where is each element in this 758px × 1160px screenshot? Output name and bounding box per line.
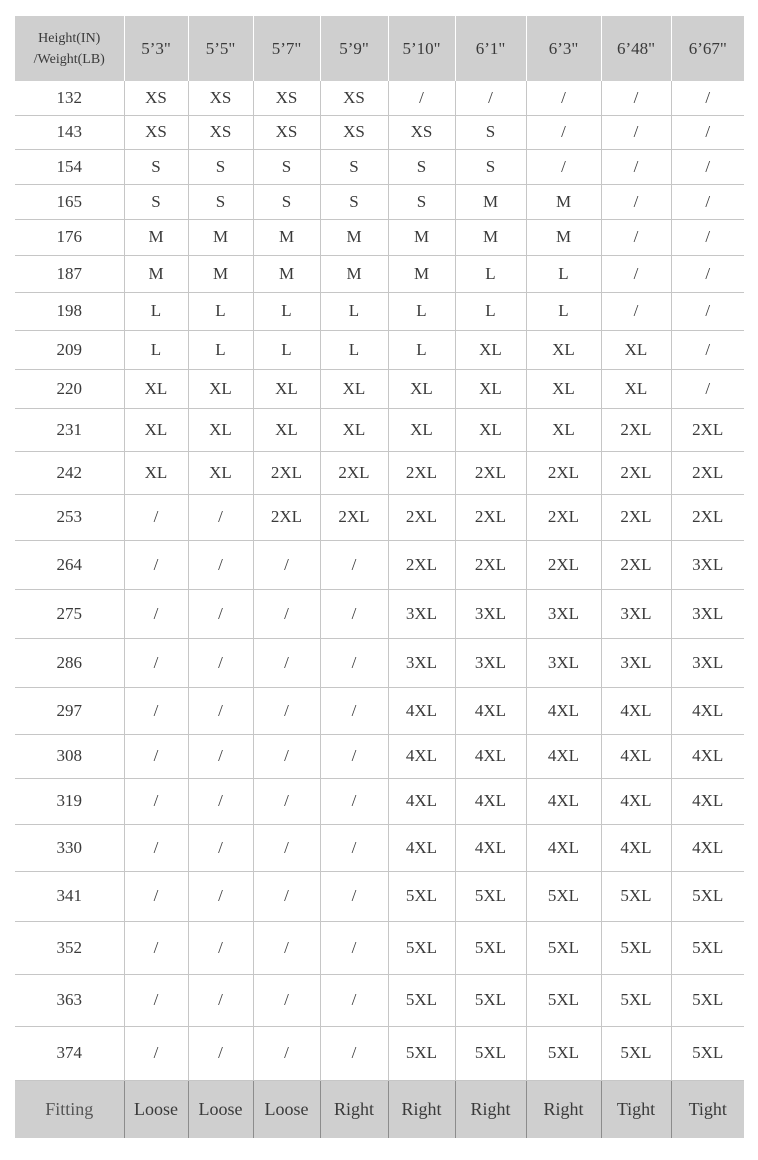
weight-cell: 154: [15, 149, 124, 184]
size-cell: 3XL: [455, 589, 526, 638]
size-cell: /: [601, 115, 671, 149]
height-header: 5’9": [320, 16, 388, 81]
size-cell: /: [253, 589, 320, 638]
size-cell: M: [253, 219, 320, 255]
size-cell: 3XL: [671, 589, 744, 638]
height-header: 6’67": [671, 16, 744, 81]
size-cell: XL: [526, 408, 601, 451]
size-cell: XL: [388, 408, 455, 451]
size-cell: L: [388, 292, 455, 330]
size-cell: /: [671, 330, 744, 369]
size-cell: 3XL: [601, 589, 671, 638]
size-cell: 2XL: [388, 540, 455, 589]
size-cell: 4XL: [671, 687, 744, 734]
size-cell: /: [188, 974, 253, 1026]
size-cell: L: [455, 292, 526, 330]
size-cell: /: [253, 824, 320, 871]
height-header: 6’1": [455, 16, 526, 81]
size-cell: /: [188, 778, 253, 824]
size-cell: /: [124, 871, 188, 921]
size-cell: M: [124, 219, 188, 255]
corner-height-label: Height(IN): [38, 30, 101, 46]
weight-cell: 220: [15, 369, 124, 408]
height-header: 6’3": [526, 16, 601, 81]
size-cell: 3XL: [388, 638, 455, 687]
weight-cell: 165: [15, 184, 124, 219]
size-cell: M: [124, 255, 188, 292]
size-cell: /: [320, 974, 388, 1026]
size-cell: 4XL: [526, 824, 601, 871]
size-cell: XL: [124, 451, 188, 494]
size-cell: /: [124, 494, 188, 540]
height-header: 5’10": [388, 16, 455, 81]
weight-cell: 352: [15, 921, 124, 974]
size-cell: /: [188, 824, 253, 871]
size-cell: XS: [388, 115, 455, 149]
size-cell: 4XL: [455, 778, 526, 824]
size-cell: /: [671, 369, 744, 408]
size-cell: 5XL: [601, 974, 671, 1026]
corner-weight-label: /Weight(LB): [33, 51, 105, 67]
size-cell: /: [253, 638, 320, 687]
weight-cell: 341: [15, 871, 124, 921]
size-cell: /: [253, 1026, 320, 1080]
fitting-cell: Tight: [601, 1080, 671, 1138]
weight-cell: 253: [15, 494, 124, 540]
size-cell: L: [526, 255, 601, 292]
size-cell: /: [671, 184, 744, 219]
size-cell: XS: [253, 115, 320, 149]
size-cell: 3XL: [526, 589, 601, 638]
size-cell: 4XL: [526, 687, 601, 734]
weight-cell: 198: [15, 292, 124, 330]
size-cell: 5XL: [526, 974, 601, 1026]
size-cell: 4XL: [601, 734, 671, 778]
size-cell: /: [188, 687, 253, 734]
size-cell: /: [526, 149, 601, 184]
size-cell: 5XL: [455, 974, 526, 1026]
size-cell: M: [388, 219, 455, 255]
size-cell: /: [253, 540, 320, 589]
size-cell: /: [188, 540, 253, 589]
size-cell: L: [124, 330, 188, 369]
size-cell: M: [320, 255, 388, 292]
size-rows: [15, 81, 744, 1080]
size-cell: 2XL: [671, 451, 744, 494]
size-cell: XS: [124, 115, 188, 149]
size-cell: 5XL: [671, 1026, 744, 1080]
size-cell: M: [526, 219, 601, 255]
size-cell: 4XL: [671, 734, 744, 778]
size-cell: 4XL: [526, 778, 601, 824]
size-cell: 2XL: [601, 494, 671, 540]
size-cell: /: [253, 734, 320, 778]
size-cell: /: [601, 184, 671, 219]
size-cell: 2XL: [526, 451, 601, 494]
size-row: [15, 778, 744, 824]
size-cell: /: [320, 687, 388, 734]
size-row: [15, 734, 744, 778]
size-row: [15, 115, 744, 149]
size-row: [15, 687, 744, 734]
header-row: [15, 16, 744, 81]
size-cell: /: [526, 81, 601, 115]
size-cell: 2XL: [601, 540, 671, 589]
fitting-cell: Right: [388, 1080, 455, 1138]
size-cell: /: [253, 778, 320, 824]
size-cell: 4XL: [388, 824, 455, 871]
size-cell: 5XL: [601, 921, 671, 974]
size-cell: /: [320, 824, 388, 871]
weight-cell: 286: [15, 638, 124, 687]
weight-cell: 330: [15, 824, 124, 871]
size-cell: XS: [320, 115, 388, 149]
size-cell: /: [124, 589, 188, 638]
size-cell: 3XL: [671, 540, 744, 589]
size-cell: S: [388, 149, 455, 184]
size-row: [15, 184, 744, 219]
size-cell: /: [320, 589, 388, 638]
size-cell: /: [253, 687, 320, 734]
size-cell: M: [253, 255, 320, 292]
size-cell: 3XL: [526, 638, 601, 687]
size-cell: 4XL: [388, 734, 455, 778]
size-cell: /: [601, 149, 671, 184]
fitting-cell: Right: [320, 1080, 388, 1138]
height-header: 5’5": [188, 16, 253, 81]
size-cell: 2XL: [455, 494, 526, 540]
size-cell: /: [320, 540, 388, 589]
size-cell: 5XL: [455, 871, 526, 921]
size-cell: 2XL: [320, 451, 388, 494]
size-cell: /: [320, 871, 388, 921]
size-cell: L: [253, 292, 320, 330]
size-cell: /: [455, 81, 526, 115]
size-cell: L: [124, 292, 188, 330]
size-row: [15, 255, 744, 292]
size-row: [15, 81, 744, 115]
height-header: 5’3": [124, 16, 188, 81]
size-cell: XS: [188, 115, 253, 149]
size-cell: XL: [124, 369, 188, 408]
size-cell: /: [320, 1026, 388, 1080]
weight-cell: 143: [15, 115, 124, 149]
size-cell: M: [455, 219, 526, 255]
size-cell: 3XL: [601, 638, 671, 687]
size-cell: /: [253, 974, 320, 1026]
fitting-cell: Right: [526, 1080, 601, 1138]
size-cell: XL: [455, 408, 526, 451]
size-cell: 5XL: [601, 871, 671, 921]
size-cell: 4XL: [601, 778, 671, 824]
size-cell: 3XL: [455, 638, 526, 687]
size-cell: XS: [188, 81, 253, 115]
size-cell: L: [455, 255, 526, 292]
size-cell: S: [124, 149, 188, 184]
size-cell: /: [601, 81, 671, 115]
size-cell: 4XL: [388, 778, 455, 824]
weight-cell: 374: [15, 1026, 124, 1080]
size-cell: /: [671, 115, 744, 149]
size-cell: /: [124, 734, 188, 778]
size-cell: /: [124, 974, 188, 1026]
size-cell: S: [253, 149, 320, 184]
size-cell: M: [526, 184, 601, 219]
size-cell: XL: [526, 369, 601, 408]
size-cell: 5XL: [388, 974, 455, 1026]
size-cell: /: [671, 81, 744, 115]
size-cell: 2XL: [671, 408, 744, 451]
size-cell: XL: [253, 408, 320, 451]
size-cell: 3XL: [388, 589, 455, 638]
size-cell: S: [388, 184, 455, 219]
size-cell: 4XL: [455, 734, 526, 778]
size-cell: /: [671, 149, 744, 184]
size-cell: 3XL: [671, 638, 744, 687]
size-cell: XL: [455, 369, 526, 408]
size-cell: 4XL: [671, 778, 744, 824]
fitting-row: [15, 1080, 744, 1138]
size-cell: 5XL: [671, 921, 744, 974]
size-row: [15, 921, 744, 974]
size-cell: L: [526, 292, 601, 330]
size-cell: 5XL: [526, 1026, 601, 1080]
weight-cell: 187: [15, 255, 124, 292]
size-cell: 5XL: [671, 871, 744, 921]
height-header: 6’48": [601, 16, 671, 81]
weight-cell: 319: [15, 778, 124, 824]
size-cell: /: [188, 871, 253, 921]
size-cell: /: [188, 638, 253, 687]
size-row: [15, 451, 744, 494]
size-cell: XL: [320, 408, 388, 451]
size-cell: XL: [124, 408, 188, 451]
size-cell: L: [388, 330, 455, 369]
size-cell: /: [124, 687, 188, 734]
size-cell: 2XL: [601, 451, 671, 494]
size-cell: 4XL: [671, 824, 744, 871]
size-cell: XS: [320, 81, 388, 115]
size-cell: XL: [188, 408, 253, 451]
size-cell: /: [253, 871, 320, 921]
size-cell: 2XL: [455, 540, 526, 589]
size-cell: /: [671, 219, 744, 255]
size-cell: /: [671, 292, 744, 330]
size-cell: /: [388, 81, 455, 115]
weight-cell: 264: [15, 540, 124, 589]
size-cell: XL: [188, 451, 253, 494]
size-row: [15, 1026, 744, 1080]
weight-cell: 363: [15, 974, 124, 1026]
fitting-cell: Right: [455, 1080, 526, 1138]
size-cell: XL: [188, 369, 253, 408]
size-cell: S: [124, 184, 188, 219]
size-cell: /: [188, 734, 253, 778]
size-row: [15, 638, 744, 687]
size-row: [15, 219, 744, 255]
size-cell: /: [124, 778, 188, 824]
size-cell: /: [320, 921, 388, 974]
size-cell: /: [320, 778, 388, 824]
size-cell: 5XL: [455, 1026, 526, 1080]
size-cell: XL: [601, 330, 671, 369]
size-cell: M: [188, 255, 253, 292]
size-cell: /: [320, 734, 388, 778]
size-cell: /: [124, 921, 188, 974]
size-cell: /: [601, 292, 671, 330]
size-row: [15, 871, 744, 921]
size-cell: L: [320, 292, 388, 330]
size-cell: L: [320, 330, 388, 369]
size-row: [15, 292, 744, 330]
size-cell: /: [124, 540, 188, 589]
size-cell: /: [601, 255, 671, 292]
size-chart-table: [15, 16, 744, 1138]
size-cell: 4XL: [526, 734, 601, 778]
size-cell: /: [601, 219, 671, 255]
fitting-cell: Loose: [188, 1080, 253, 1138]
weight-cell: 209: [15, 330, 124, 369]
size-cell: 5XL: [455, 921, 526, 974]
corner-header: [15, 16, 124, 81]
weight-cell: 231: [15, 408, 124, 451]
size-cell: 2XL: [526, 494, 601, 540]
size-cell: 2XL: [388, 494, 455, 540]
size-cell: 2XL: [526, 540, 601, 589]
size-cell: /: [671, 255, 744, 292]
weight-cell: 308: [15, 734, 124, 778]
size-cell: 4XL: [455, 824, 526, 871]
size-cell: 4XL: [601, 687, 671, 734]
size-cell: /: [124, 638, 188, 687]
size-cell: 4XL: [455, 687, 526, 734]
size-cell: /: [253, 921, 320, 974]
size-row: [15, 974, 744, 1026]
size-cell: XS: [124, 81, 188, 115]
size-cell: 5XL: [388, 921, 455, 974]
weight-cell: 297: [15, 687, 124, 734]
size-cell: M: [388, 255, 455, 292]
size-cell: /: [320, 638, 388, 687]
size-cell: 5XL: [526, 921, 601, 974]
size-cell: /: [124, 824, 188, 871]
size-cell: /: [188, 589, 253, 638]
size-cell: S: [320, 149, 388, 184]
size-cell: 2XL: [601, 408, 671, 451]
size-cell: S: [320, 184, 388, 219]
fitting-cell: Loose: [124, 1080, 188, 1138]
size-cell: 5XL: [388, 871, 455, 921]
size-row: [15, 824, 744, 871]
size-row: [15, 494, 744, 540]
fitting-cell: Tight: [671, 1080, 744, 1138]
height-header: 5’7": [253, 16, 320, 81]
size-cell: S: [188, 184, 253, 219]
size-cell: 4XL: [388, 687, 455, 734]
size-cell: /: [124, 1026, 188, 1080]
size-cell: XL: [388, 369, 455, 408]
size-cell: S: [188, 149, 253, 184]
size-cell: M: [188, 219, 253, 255]
size-cell: S: [455, 115, 526, 149]
size-row: [15, 330, 744, 369]
size-cell: XL: [320, 369, 388, 408]
size-cell: XL: [455, 330, 526, 369]
size-cell: XL: [526, 330, 601, 369]
size-cell: /: [188, 494, 253, 540]
size-cell: L: [188, 292, 253, 330]
size-row: [15, 408, 744, 451]
size-cell: M: [455, 184, 526, 219]
size-row: [15, 149, 744, 184]
size-cell: M: [320, 219, 388, 255]
fitting-cell: Loose: [253, 1080, 320, 1138]
size-cell: XS: [253, 81, 320, 115]
size-cell: /: [188, 1026, 253, 1080]
size-cell: L: [188, 330, 253, 369]
size-cell: 2XL: [320, 494, 388, 540]
size-cell: XL: [601, 369, 671, 408]
size-row: [15, 589, 744, 638]
size-row: [15, 369, 744, 408]
size-cell: XL: [253, 369, 320, 408]
size-cell: 2XL: [253, 494, 320, 540]
size-cell: 5XL: [388, 1026, 455, 1080]
weight-cell: 275: [15, 589, 124, 638]
size-cell: 5XL: [526, 871, 601, 921]
size-cell: 2XL: [388, 451, 455, 494]
size-cell: 5XL: [671, 974, 744, 1026]
fitting-label: Fitting: [15, 1080, 124, 1138]
size-cell: 2XL: [671, 494, 744, 540]
weight-cell: 176: [15, 219, 124, 255]
size-cell: 2XL: [455, 451, 526, 494]
size-row: [15, 540, 744, 589]
weight-cell: 242: [15, 451, 124, 494]
weight-cell: 132: [15, 81, 124, 115]
size-cell: L: [253, 330, 320, 369]
size-cell: 5XL: [601, 1026, 671, 1080]
size-cell: S: [455, 149, 526, 184]
size-cell: 2XL: [253, 451, 320, 494]
size-cell: /: [526, 115, 601, 149]
size-cell: S: [253, 184, 320, 219]
size-cell: 4XL: [601, 824, 671, 871]
size-cell: /: [188, 921, 253, 974]
